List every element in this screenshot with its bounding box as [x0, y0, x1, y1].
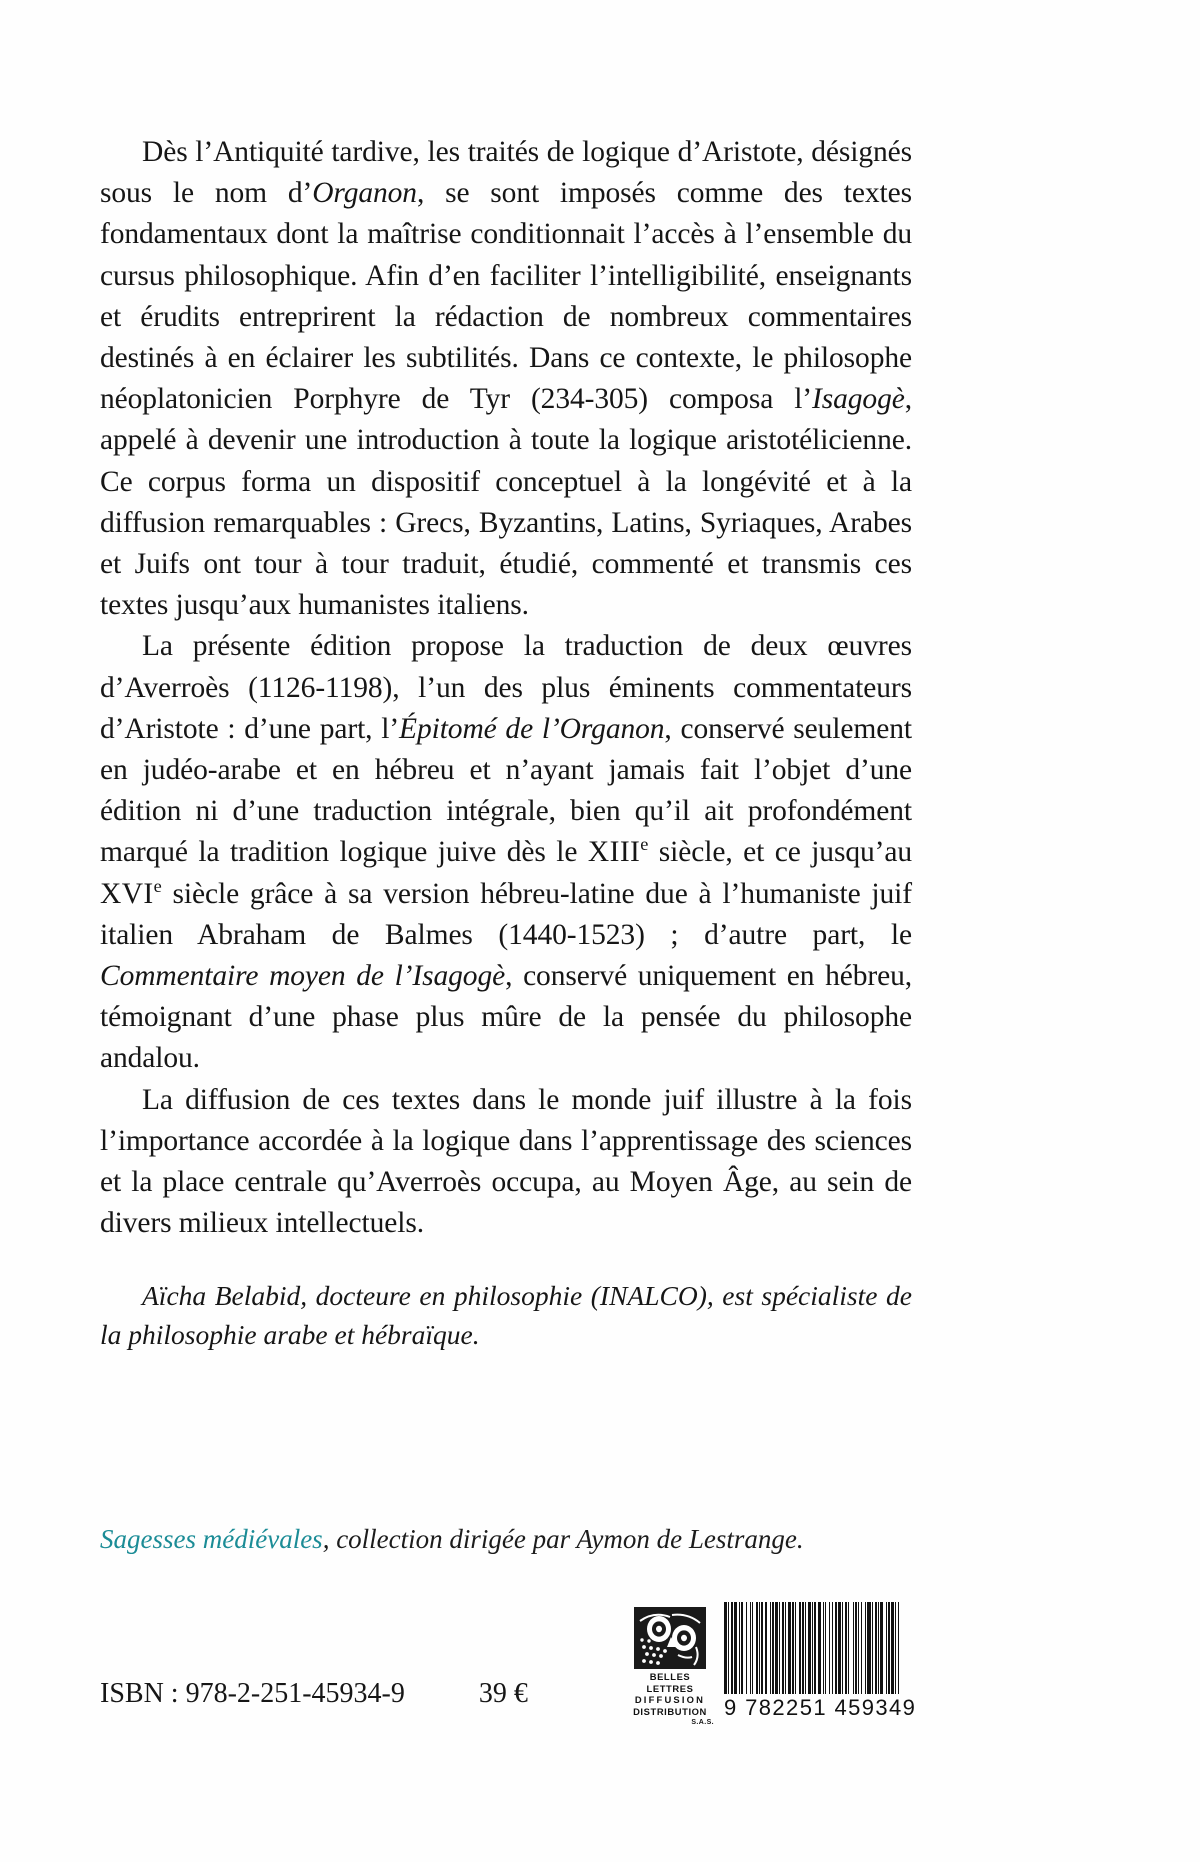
collection-name: Sagesses médiévales — [100, 1524, 323, 1554]
blurb-run: La diffusion de ces textes dans le monde juif illustre à la fois l’importance accordée à la logique dans l’apprentissage des sciences et la place centrale qu’Averroès occupa, au Moyen Âge, au sein de divers milieux intellectuels. — [100, 1083, 912, 1240]
publisher-logo-line-2: DIFFUSION — [634, 1694, 706, 1706]
century-13-ordinal: e — [640, 834, 649, 855]
blurb-run: , conservé uniquement en hébreu, témoignant d’une phase plus mûre de la pensée du philosophe andalou. — [100, 960, 912, 1075]
publisher-logo-line-4: S.A.S. — [691, 1719, 714, 1727]
blurb-run: siècle, et ce jusqu’au — [648, 836, 912, 869]
publisher-logo-text — [626, 1671, 714, 1729]
book-title-organon: Organon — [312, 177, 417, 210]
author-bio: Aïcha Belabid, docteure en philosophie (INALCO), est spécialiste de la philosophie arabe et hébraïque. — [100, 1280, 912, 1350]
blurb-paragraph-2 — [100, 626, 912, 1079]
publisher-logo-line-3: DISTRIBUTION — [633, 1705, 707, 1717]
barcode-digits: 9 782251 459349 — [724, 1695, 917, 1720]
blurb-run: La présente édition propose la traduction de deux œuvres d’Averroès (1126-1198), l’un des plus éminents commentateurs d’Aristote : d’une part, l’ — [100, 630, 912, 745]
barcode — [724, 1602, 917, 1721]
blurb-paragraph-1 — [100, 132, 912, 626]
book-title-commentaire-moyen: Commentaire moyen de l’Isagogè — [100, 960, 506, 993]
book-title-isagoge: Isagogè — [812, 383, 905, 416]
century-13-numeral: XIII — [587, 836, 641, 869]
isbn-price-row — [100, 1676, 620, 1712]
isbn-label: ISBN : 978-2-251-45934-9 — [100, 1678, 405, 1709]
publisher-logo-line-1: BELLES LETTRES — [646, 1671, 694, 1694]
barcode-icon — [724, 1602, 900, 1694]
century-16-numeral: XVI — [100, 877, 154, 910]
blurb-run: , se sont imposés comme des textes fondamentaux dont la maîtrise conditionnait l’accès à l’ensemble du cursus philosophique. Afin d’en faciliter l’intelligibilité, enseignants et érudits entreprirent la rédaction de nombreux commentaires destinés à en éclairer les subtilités. Dans ce contexte, le philosophe néoplatonicien Porphyre de Tyr (234-305) composa l’ — [100, 177, 912, 416]
collection-director: , collection dirigée par Aymon de Lestrange. — [322, 1524, 804, 1554]
owl-icon — [634, 1607, 706, 1669]
blurb-text-block — [100, 132, 912, 1244]
blurb-run: Dès l’Antiquité tardive, les traités de logique d’Aristote, désignés sous le nom d’ — [100, 136, 912, 210]
blurb-run: , conservé seulement en judéo-arabe et en hébreu et n’ayant jamais fait l’objet d’une édition ni d’une traduction intégrale, bien qu’il ait profondément marqué la tradition logique juive dès le — [100, 712, 912, 869]
book-title-epitome-organon: Épitomé de l’Organon — [399, 712, 665, 745]
price-label: 39 € — [478, 1678, 528, 1709]
blurb-run: , appelé à devenir une introduction à toute la logique aristotélicienne. Ce corpus forma un dispositif conceptuel à la longévité et à la diffusion remarquables : Grecs, Byzantins, Latins, Syriaques, Arabes et Juifs ont tour à tour traduit, étudié, commenté et transmis ces textes jusqu’aux humanistes italiens. — [100, 383, 912, 622]
blurb-run: siècle grâce à sa version hébreu-latine due à l’humaniste juif italien Abraham de Balmes (1440-1523) ; d’autre part, le — [100, 877, 912, 951]
blurb-paragraph-3 — [100, 1080, 912, 1245]
century-16-ordinal: e — [153, 875, 162, 896]
collection-line — [100, 1522, 960, 1556]
publisher-logo — [626, 1607, 714, 1729]
